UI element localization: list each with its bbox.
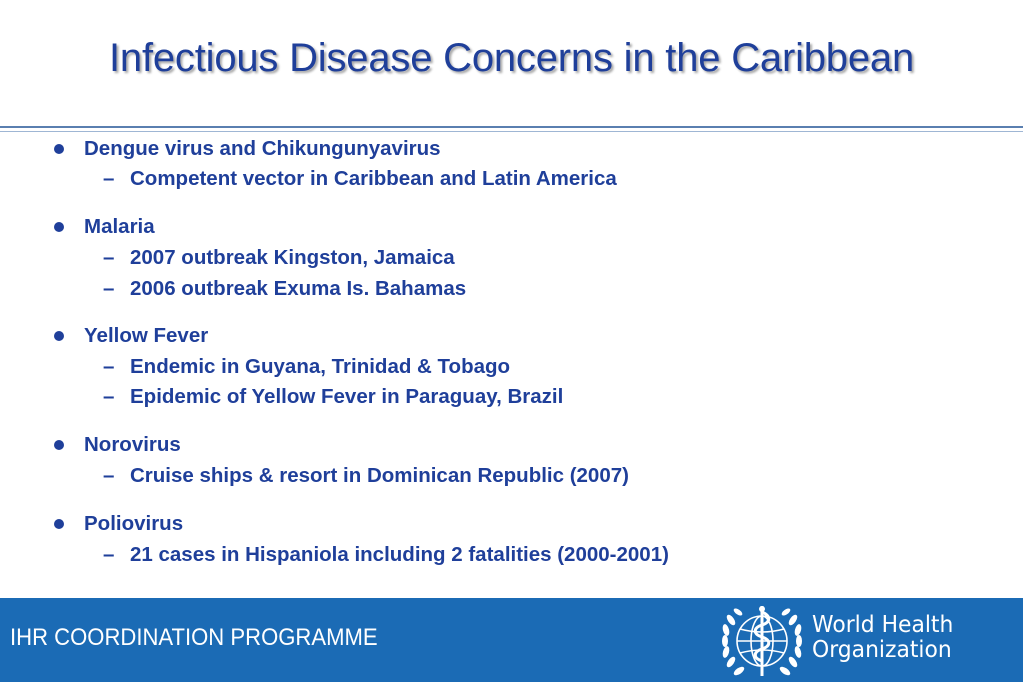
program-name: IHR COORDINATION PROGRAMME (10, 624, 378, 651)
sub-dash: – (103, 464, 115, 487)
sub-item: 2006 outbreak Exuma Is. Bahamas (130, 277, 467, 300)
sub-item: Cruise ships & resort in Dominican Republic (2007) (130, 464, 629, 487)
sub-dash: – (103, 355, 115, 378)
bullet-dot (54, 144, 64, 154)
bullet-dot (54, 222, 64, 232)
bullet-label: Yellow Fever (84, 324, 209, 347)
sub-dash: – (103, 246, 115, 269)
title-divider (0, 126, 1023, 128)
bullet-dot (54, 519, 64, 529)
sub-dash: – (103, 385, 115, 408)
sub-item: Epidemic of Yellow Fever in Paraguay, Brazil (130, 385, 564, 408)
footer-bar (0, 598, 1023, 682)
organization-name-line1: World Health (812, 610, 954, 638)
bullet-dot (54, 331, 64, 341)
sub-item: Competent vector in Caribbean and Latin America (130, 167, 617, 190)
bullet-label: Dengue virus and Chikungunyavirus (84, 137, 441, 160)
bullet-label: Norovirus (84, 433, 181, 456)
title-divider-thin (0, 131, 1023, 132)
sub-item: Endemic in Guyana, Trinidad & Tobago (130, 355, 511, 378)
sub-item: 21 cases in Hispaniola including 2 fatalities (2000-2001) (130, 543, 669, 566)
bullet-label: Poliovirus (84, 512, 184, 535)
organization-name (812, 612, 953, 662)
sub-dash: – (103, 277, 115, 300)
sub-item: 2007 outbreak Kingston, Jamaica (130, 246, 455, 269)
sub-dash: – (103, 167, 115, 190)
sub-dash: – (103, 543, 115, 566)
bullet-label: Malaria (84, 215, 155, 238)
slide-title: Infectious Disease Concerns in the Caribbean (109, 36, 914, 80)
who-emblem-icon (719, 600, 805, 680)
organization-name-line2: Organization (812, 635, 952, 663)
bullet-dot (54, 440, 64, 450)
